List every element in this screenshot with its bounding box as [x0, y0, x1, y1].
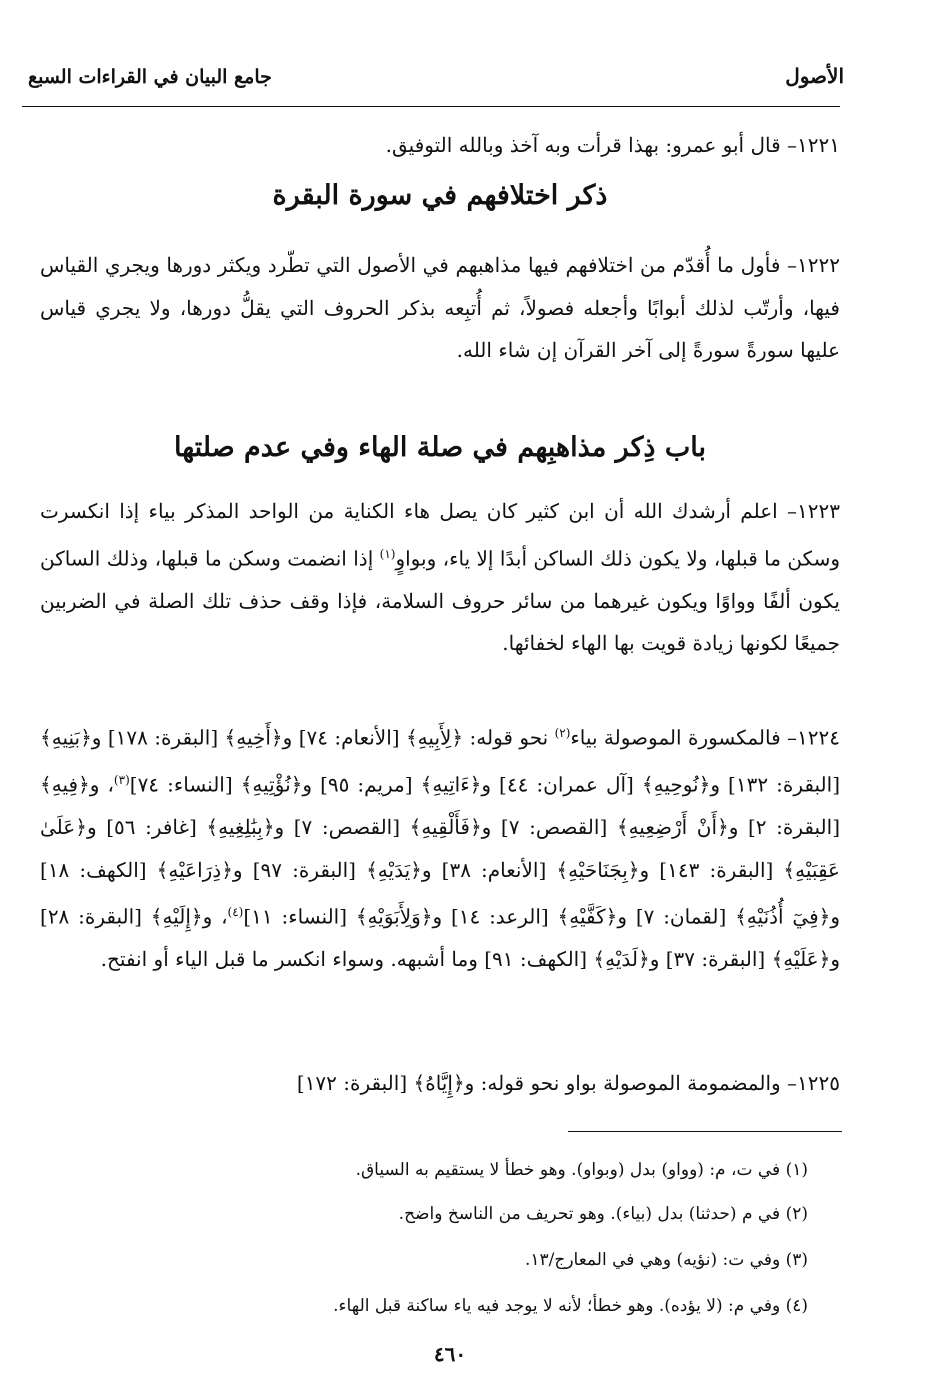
- footnote-marker-4: (٤): [227, 905, 244, 920]
- chapter-heading-ha-silah: باب ذِكر مذاهبِهم في صلة الهاء وفي عدم صلتها: [173, 432, 707, 463]
- running-header-section: الأصول: [785, 64, 844, 88]
- paragraph-1224-part-b: نحو قوله: ﴿لِأَبِيهِ﴾ [الأنعام: ٧٤] و﴿أَخِيهِ﴾ [البقرة: ١٧٨] و﴿بَنِيهِ﴾ [البقرة: ١٣٢] و﴿نُوحِيهِ﴾ [آل عمران: ٤٤] و﴿ءَاتِيهِ﴾ [مريم: ٩٥] و﴿نُؤْتِيهِ﴾ [النساء: ٧٤]: [40, 725, 840, 797]
- paragraph-1223-part-a: ١٢٢٣– اعلم أرشدك الله أن ابن كثير كان يصل هاء الكناية من الواحد المذكر بياء إذا انكسرت وسكن ما قبلها، ولا يكون ذلك الساكن أبدًا إلا ياء، وبواوٍ: [40, 499, 840, 571]
- footnote-marker-2: (٢): [554, 726, 571, 740]
- footnote-1: (١) في ت، م: (وواو) بدل (وبواو). وهو خطأ لا يستقيم به السياق.: [355, 1160, 808, 1180]
- page-number: ٤٦٠: [433, 1342, 467, 1366]
- footnote-4: (٤) وفي م: (لا يؤده). وهو خطأ؛ لأنه لا يوجد فيه ياء ساكنة قبل الهاء.: [333, 1296, 808, 1316]
- footnote-2: (٢) في م (حدثنا) بدل (بياء). وهو تحريف من الناسخ واضح.: [398, 1204, 808, 1224]
- footnote-marker-3: (٣): [113, 773, 130, 788]
- paragraph-1222: ١٢٢٢– فأول ما أُقدّم من اختلافهم فيها مذاهبهم في الأصول التي تطّرد ويكثر دورها ويجري القياس فيها، وأرتّب لذلك أبوابًا وأجعله فصولاً، ثم أُتبِعه بذكر الحروف التي يقلُّ دورها، ولا يجري قياس عليها سورةً سورةً إلى آخر القرآن إن شاء الله.: [40, 253, 840, 362]
- paragraph-1224-part-c: ، و﴿فِيهِ﴾ [البقرة: ٢] و﴿أَنْ أَرْضِعِيهِ﴾ [القصص: ٧] و﴿فَأَلْقِيهِ﴾ [القصص: ٧] و﴿بِبَٰلِغِيهِ﴾ [غافر: ٥٦] و﴿عَلَىٰ عَقِبَيْهِ﴾ [البقرة: ١٤٣] و﴿بِجَنَاحَيْهِ﴾ [الأنعام: ٣٨] و﴿يَدَيْهِ﴾ [البقرة: ٩٧] و﴿ذِرَاعَيْهِ﴾ [الكهف: ١٨] و﴿فِيٓ أُذُنَيْهِ﴾ [لقمان: ٧] و﴿كَفَّيْهِ﴾ [الرعد: ١٤] و﴿وَلِأَبَوَيْهِ﴾ [النساء: ١١]: [40, 772, 841, 929]
- paragraph-1223-part-b: إذا انضمت وسكن ما قبلها، وذلك الساكن يكون ألفًا وواوًا ويكون غيرهما من سائر حروف السلامة، فإذا وقف حذف تلك الصلة في الضربين جميعًا لكونها زيادة قويت بها الهاء لخفائها.: [40, 546, 840, 656]
- paragraph-1224-part-d: ، و﴿إِلَيْهِ﴾ [البقرة: ٢٨] و﴿عَلَيْهِ﴾ [البقرة: ٣٧] و﴿لَدَيْهِ﴾ [الكهف: ٩١] وما أشبهه. وسواء انكسر ما قبل الياء أو انفتح.: [40, 904, 840, 972]
- paragraph-1223: [40, 490, 840, 665]
- running-header-book-title: جامع البيان في القراءات السبع: [28, 66, 272, 88]
- footnote-3: (٣) وفي ت: (نؤيه) وهي في المعارج/١٣.: [524, 1250, 808, 1270]
- footnote-divider: [568, 1131, 842, 1132]
- section-heading-baqarah: ذكر اختلافهم في سورة البقرة: [272, 180, 608, 211]
- footnote-marker-1: (١): [379, 546, 396, 561]
- paragraph-1221: ١٢٢١– قال أبو عمرو: بهذا قرأت وبه آخذ وبالله التوفيق.: [385, 133, 840, 157]
- paragraph-1224-part-a: ١٢٢٤– فالمكسورة الموصولة بياء: [570, 725, 840, 750]
- header-divider: [22, 106, 840, 107]
- paragraph-1224: [40, 712, 840, 981]
- paragraph-1225: ١٢٢٥– والمضمومة الموصولة بواو نحو قوله: و﴿إِيَّاهُ﴾ [البقرة: ١٧٢]: [296, 1071, 840, 1095]
